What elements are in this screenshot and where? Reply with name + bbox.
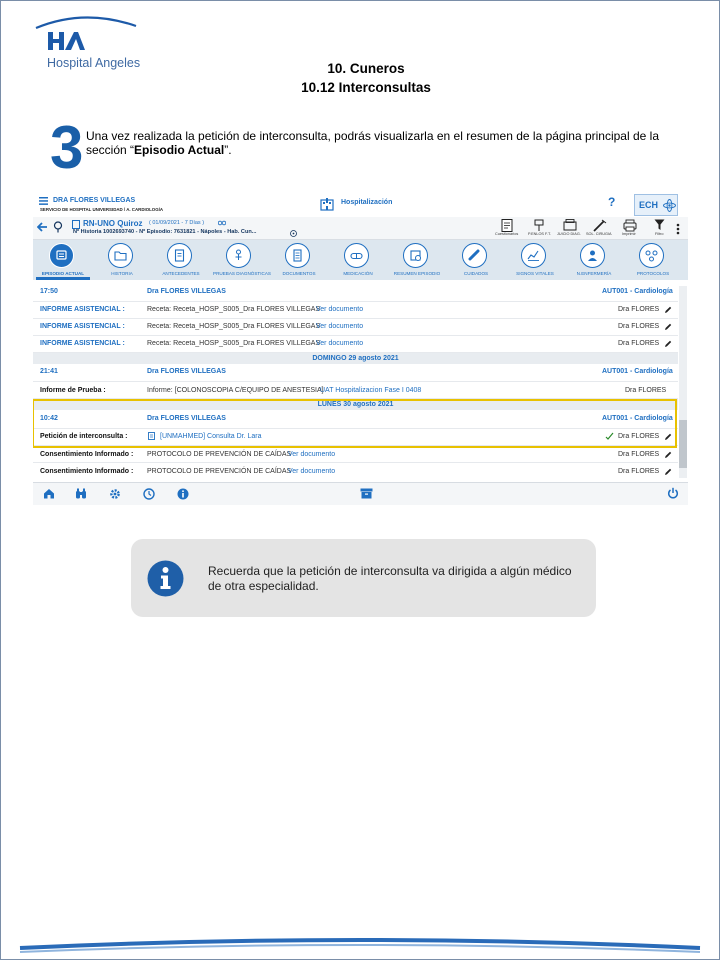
- nav-label: DOCUMENTOS: [282, 271, 316, 276]
- patient-name[interactable]: RN-UNO Quiroz: [83, 219, 143, 228]
- entry-doctor: Dra FLORES VILLEGAS: [147, 368, 226, 375]
- footer-wave-icon: [0, 930, 720, 960]
- power-icon[interactable]: [667, 487, 679, 499]
- info-callout: [131, 539, 596, 617]
- logo-mark-icon: [48, 30, 86, 52]
- entry-text: Receta: Receta_HOSP_S005_Dra FLORES VILLEGAS: [147, 340, 321, 347]
- nav-label: CUIDADOS: [463, 271, 489, 276]
- step-text-before: Una vez realizada la petición de interconsulta, podrás visualizarla en el resumen de la página principal de la sección “: [86, 129, 660, 157]
- nav-label: N.ENFERMERÍA: [576, 271, 612, 276]
- entry-author: Dra FLORES: [618, 451, 660, 458]
- page-title: 10. Cuneros: [327, 61, 405, 76]
- nav-enfermeria[interactable]: [567, 240, 621, 280]
- patient-bar: [33, 217, 688, 240]
- nav-pruebas-diagnosticas[interactable]: [213, 240, 271, 280]
- patient-days: ( 01/09/2021 - 7 Días ): [149, 220, 205, 226]
- list-item: [33, 335, 678, 353]
- nurse-icon: [580, 243, 605, 268]
- ech-label: ECH: [639, 200, 659, 210]
- edit-pencil-icon[interactable]: [664, 468, 672, 476]
- nav-episodio-actual[interactable]: [36, 240, 90, 280]
- nav-historia[interactable]: [95, 240, 149, 280]
- tool-label-cuestionarios: Cuestionarios: [495, 232, 519, 236]
- edit-pencil-icon[interactable]: [664, 340, 672, 348]
- episode-icon: [49, 243, 74, 268]
- entry-text: Receta: Receta_HOSP_S005_Dra FLORES VILLEGAS: [147, 323, 321, 330]
- expand-icon[interactable]: [290, 230, 297, 237]
- entry-time: 10:42: [40, 415, 58, 422]
- binoculars-icon[interactable]: [75, 488, 87, 499]
- bottom-toolbar: [33, 482, 688, 505]
- page-subtitle: 10.12 Interconsultas: [301, 80, 431, 95]
- more-options-icon[interactable]: [676, 223, 680, 235]
- entry-text: PROTOCOLO DE PREVENCIÓN DE CAÍDAS: [147, 468, 292, 475]
- edit-pencil-icon[interactable]: [664, 306, 672, 314]
- nav-medicacion[interactable]: [331, 240, 385, 280]
- scrollbar-thumb[interactable]: [679, 420, 687, 468]
- entry-author: Dra FLORES: [618, 433, 660, 440]
- pill-icon: [344, 243, 369, 268]
- nav-protocolos[interactable]: [626, 240, 680, 280]
- document-list-icon: [285, 243, 310, 268]
- list-item: [33, 301, 678, 319]
- tool-label-cirugia: SOL. CIRUGIA: [586, 232, 612, 236]
- app-topbar: [33, 193, 688, 218]
- nav-antecedentes[interactable]: [154, 240, 208, 280]
- highlight-box: [33, 399, 677, 448]
- nav-signos-vitales[interactable]: [508, 240, 562, 280]
- active-tab-indicator: [36, 277, 90, 280]
- tool-label-juicio: JUICIO DIAG.: [557, 232, 581, 236]
- bandage-icon: [462, 243, 487, 268]
- entry-text: Receta: Receta_HOSP_S005_Dra FLORES VILLEGAS: [147, 306, 321, 313]
- link-icon[interactable]: [218, 220, 226, 226]
- step-text-after: ”.: [224, 143, 232, 157]
- entry-label: INFORME ASISTENCIAL :: [40, 323, 125, 330]
- info-icon: [147, 560, 184, 597]
- nav-label: PRUEBAS DIAGNÓSTICAS: [213, 271, 271, 276]
- back-arrow-icon[interactable]: [37, 222, 48, 232]
- entry-label: Petición de interconsulta :: [40, 433, 128, 440]
- filter-icon[interactable]: [654, 219, 665, 233]
- view-document-link[interactable]: Ver documento: [316, 323, 364, 330]
- patient-id-icon: [72, 220, 80, 229]
- menu-icon[interactable]: [39, 197, 48, 205]
- search-icon[interactable]: [53, 221, 63, 233]
- nav-label: EPISODIO ACTUAL: [41, 271, 85, 276]
- service-name: SERVICIO DE HOSPITAL UNIVERSIDAD / A. CARDIOLOGÍA: [40, 207, 164, 212]
- entry-author: Dra FLORES: [625, 387, 667, 394]
- nav-label: MEDICACIÓN: [343, 271, 373, 276]
- entry-label: Consentimiento Informado :: [40, 468, 134, 475]
- list-item: [33, 318, 678, 336]
- nav-documentos[interactable]: [272, 240, 326, 280]
- entry-text: Informe: [COLONOSCOPIA C/EQUIPO DE ANESTESIA]: [147, 387, 324, 394]
- entry-text: PROTOCOLO DE PREVENCIÓN DE CAÍDAS: [147, 451, 292, 458]
- tool-label-filtro: Filtro: [655, 232, 664, 236]
- list-item: [33, 462, 678, 479]
- atom-icon: [663, 199, 676, 212]
- nav-label: ANTECEDENTES: [162, 271, 200, 276]
- list-item: [33, 284, 678, 302]
- clipboard-icon: [167, 243, 192, 268]
- nav-resumen-episodio[interactable]: [390, 240, 444, 280]
- folder-icon: [108, 243, 133, 268]
- edit-pencil-icon[interactable]: [664, 323, 672, 331]
- scrollbar[interactable]: [679, 286, 687, 478]
- entry-service: AUT001 - Cardiología: [602, 415, 673, 422]
- entry-author: Dra FLORES: [618, 323, 660, 330]
- entry-time: 17:50: [40, 288, 58, 295]
- entry-author: Dra FLORES: [618, 340, 660, 347]
- section-nav: [33, 240, 688, 280]
- module-title: Hospitalización: [341, 199, 393, 206]
- logo-text: Hospital Angeles: [47, 56, 141, 70]
- entry-service: AUT001 - Cardiología: [602, 288, 673, 295]
- chart-icon: [521, 243, 546, 268]
- date-separator: DOMINGO 29 agosto 2021: [33, 353, 678, 364]
- view-document-link[interactable]: Ver documento: [316, 340, 364, 347]
- entry-time: 21:41: [40, 368, 58, 375]
- report-link[interactable]: UAT Hospitalizacion Fase I 0408: [320, 387, 422, 394]
- nav-label: HISTORIA: [111, 271, 133, 276]
- step-text: [86, 129, 676, 157]
- step-text-bold: Episodio Actual: [134, 143, 225, 157]
- entry-author: Dra FLORES: [618, 306, 660, 313]
- help-icon[interactable]: ?: [608, 195, 616, 209]
- tool-label-penlos: P.ENLOS F.T.: [528, 232, 551, 236]
- entry-label: Consentimiento Informado :: [40, 451, 134, 458]
- home-icon[interactable]: [43, 488, 55, 499]
- callout-text: Recuerda que la petición de interconsulta va dirigida a algún médico de otra especialidad.: [208, 564, 572, 593]
- nav-label: RESUMEN EPISODIO: [393, 271, 441, 276]
- nav-label: SIGNOS VITALES: [516, 271, 554, 276]
- entry-label: INFORME ASISTENCIAL :: [40, 306, 125, 313]
- summary-icon: [403, 243, 428, 268]
- entry-service: AUT001 - Cardiología: [602, 368, 673, 375]
- entry-doctor: Dra FLORES VILLEGAS: [147, 415, 226, 422]
- list-item: [33, 364, 678, 382]
- view-document-link[interactable]: Ver documento: [288, 468, 336, 475]
- entry-doctor: Dra FLORES VILLEGAS: [147, 288, 226, 295]
- app-screenshot: [33, 193, 688, 506]
- doctor-name: DRA FLORES VILLEGAS: [53, 197, 136, 204]
- date-separator: LUNES 30 agosto 2021: [33, 399, 678, 410]
- episode-list: [33, 284, 678, 478]
- tool-label-imprimir: Imprimir: [622, 232, 636, 236]
- step-number: 3: [50, 114, 84, 181]
- nav-cuidados[interactable]: [449, 240, 503, 280]
- protocol-icon: [639, 243, 664, 268]
- ech-badge[interactable]: [634, 194, 678, 216]
- edit-pencil-icon[interactable]: [664, 451, 672, 459]
- info-small-icon[interactable]: [177, 488, 189, 500]
- list-item: [33, 381, 678, 399]
- archive-icon[interactable]: [360, 488, 373, 499]
- entry-author: Dra FLORES: [618, 468, 660, 475]
- entry-label: INFORME ASISTENCIAL :: [40, 340, 125, 347]
- hospital-building-icon: [320, 197, 334, 211]
- clock-icon[interactable]: [143, 488, 155, 500]
- nav-label: PROTOCOLOS: [636, 271, 670, 276]
- view-document-link[interactable]: Ver documento: [288, 451, 336, 458]
- interconsulta-link[interactable]: [UNMAHMED] Consulta Dr. Lara: [160, 433, 262, 440]
- patient-details: Nº Historia 1002693740 - Nº Episodio: 7631821 - Nápoles - Hab. Cun...: [73, 229, 257, 235]
- view-document-link[interactable]: Ver documento: [316, 306, 364, 313]
- test-tube-icon: [226, 243, 251, 268]
- gear-icon[interactable]: [109, 488, 121, 500]
- entry-label: Informe de Prueba :: [40, 387, 106, 394]
